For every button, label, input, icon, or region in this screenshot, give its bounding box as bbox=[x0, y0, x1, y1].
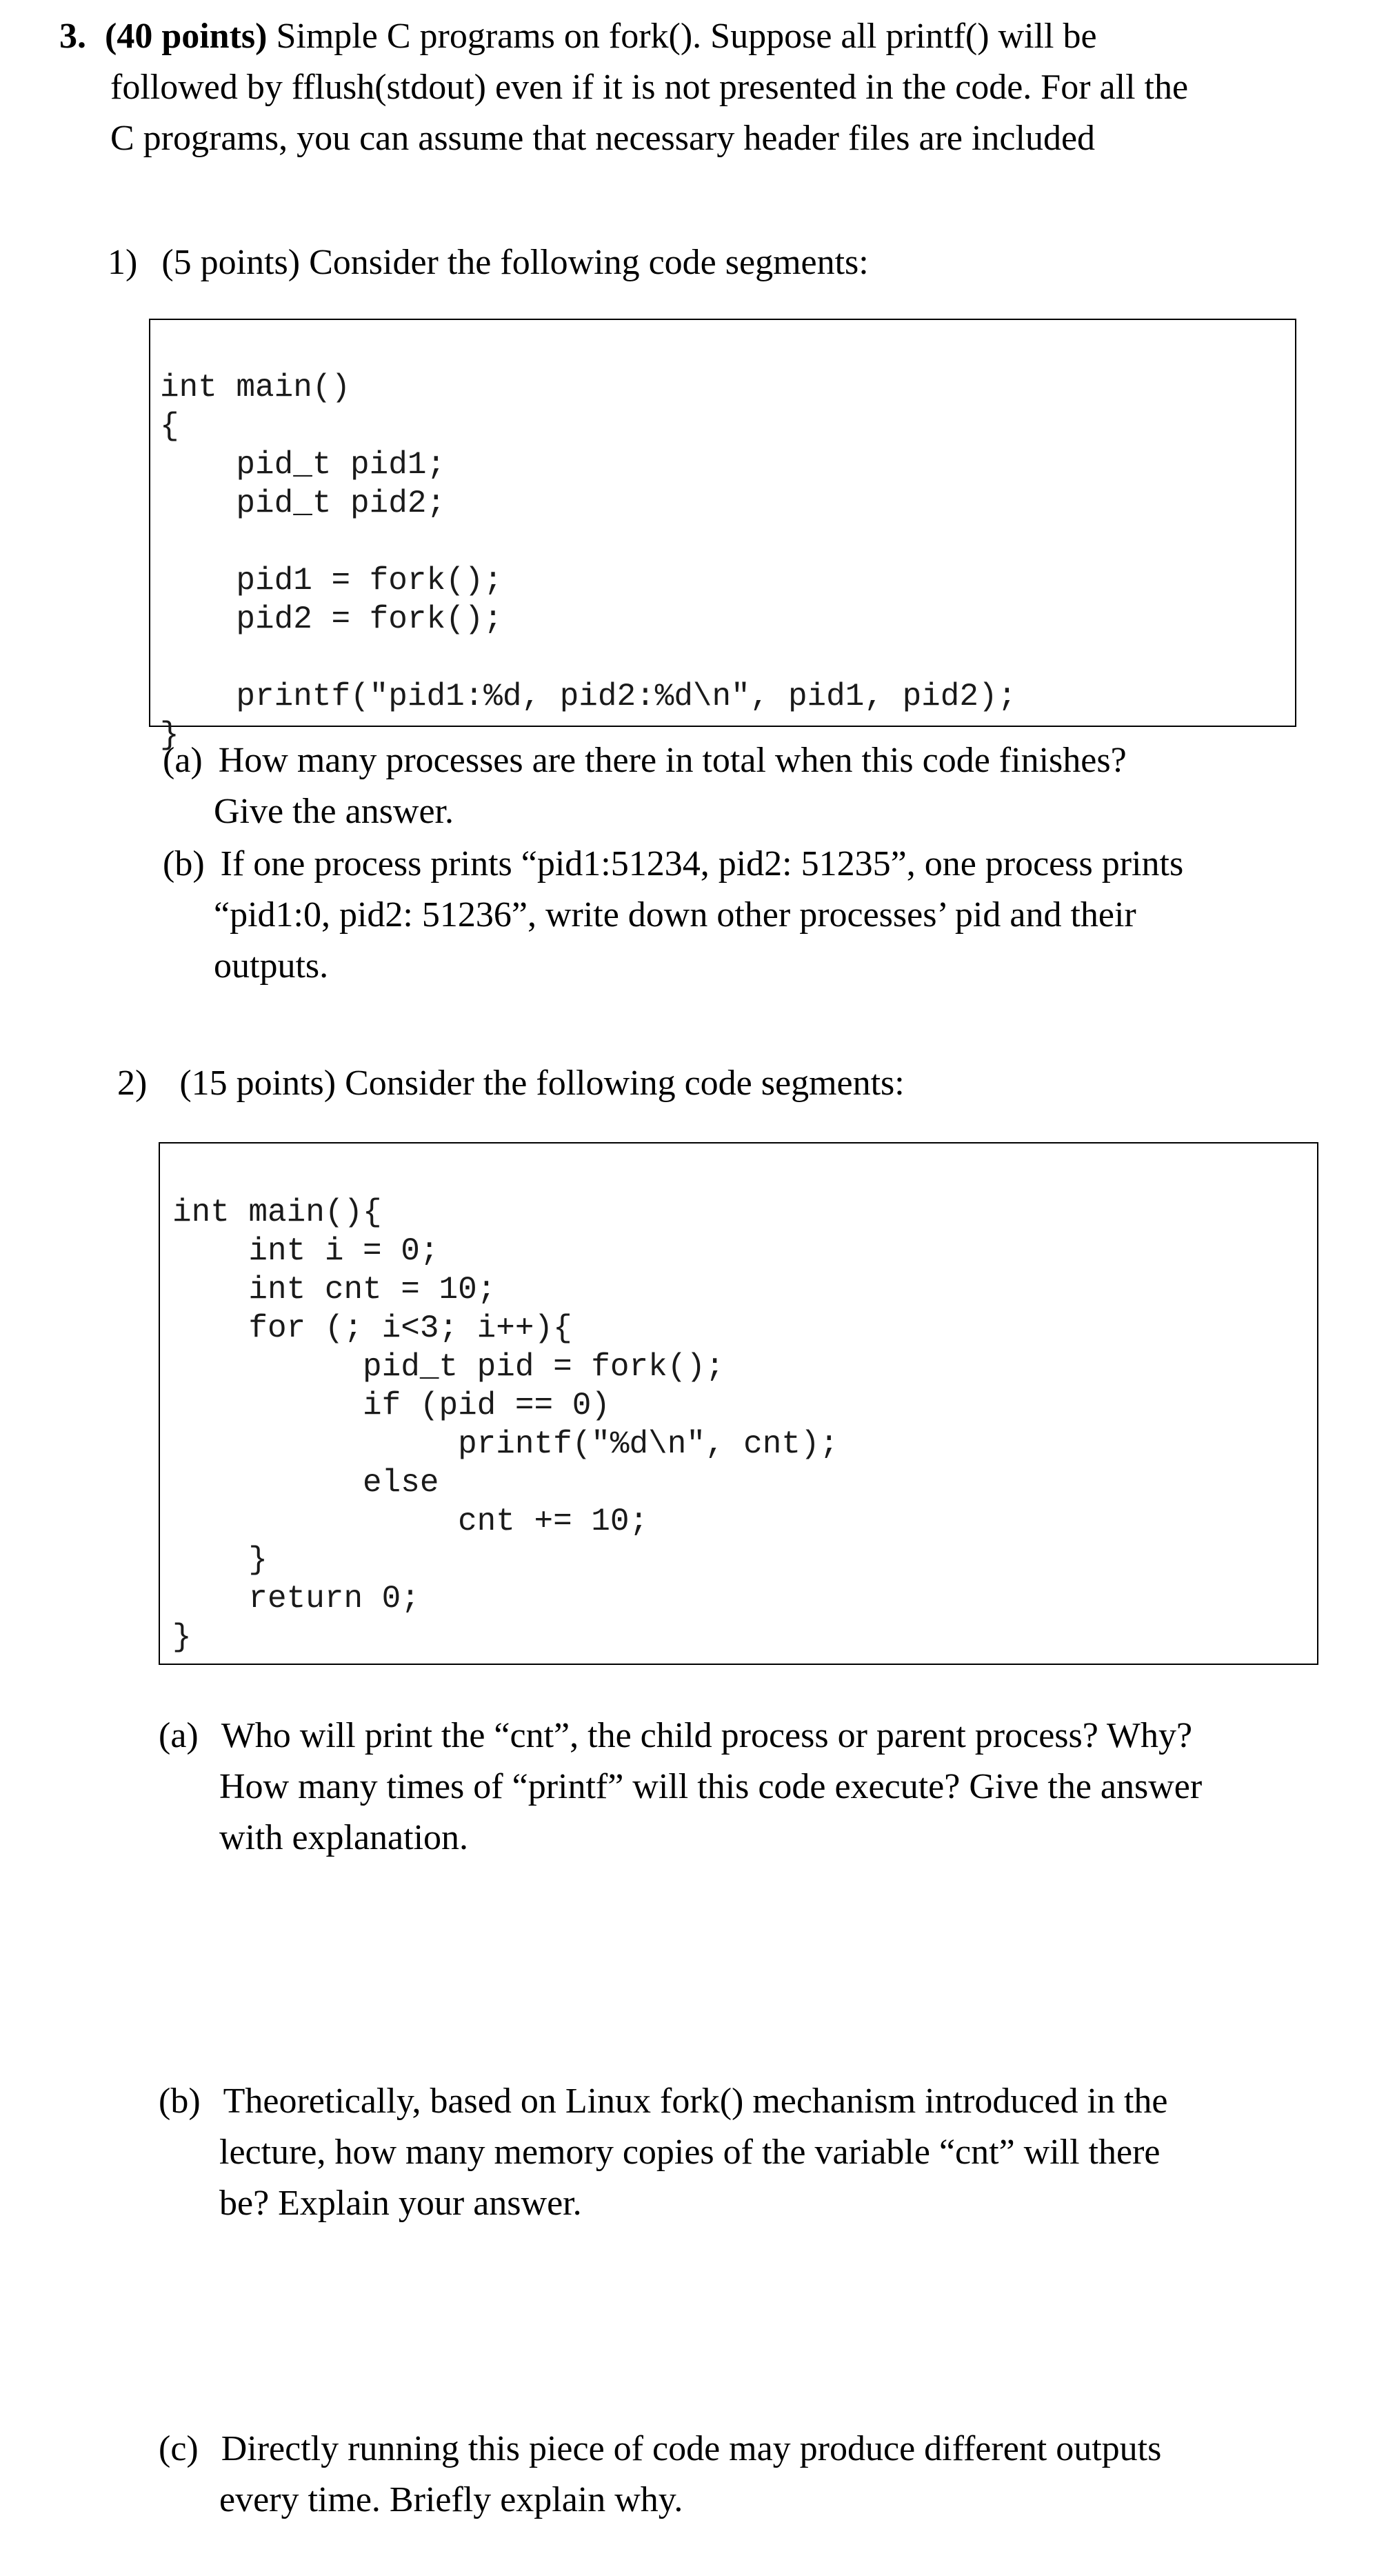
code-line: printf("%d\n", cnt); bbox=[172, 1426, 839, 1462]
code-line: return 0; bbox=[172, 1581, 420, 1617]
code-line: pid_t pid = fork(); bbox=[172, 1349, 725, 1385]
part1-question-b-label: (b) bbox=[163, 844, 205, 883]
code-line: pid1 = fork(); bbox=[160, 563, 503, 599]
code-line: } bbox=[160, 717, 179, 753]
question-intro bbox=[59, 11, 1356, 164]
part1-label: 1) bbox=[108, 243, 138, 282]
part1-heading: (5 points) Consider the following code segments: bbox=[161, 243, 869, 282]
code-line: } bbox=[172, 1619, 192, 1655]
code-line: cnt += 10; bbox=[172, 1504, 649, 1539]
question-intro-line-2: followed by fflush(stdout) even if it is not presented in the code. For all the bbox=[110, 68, 1189, 107]
part2-question-a-line-2: How many times of “printf” will this code execute? Give the answer bbox=[219, 1767, 1203, 1806]
part1-question-a-line-1: How many processes are there in total when this code finishes? bbox=[218, 741, 1127, 780]
part1-question-a bbox=[163, 735, 1127, 837]
part2-label: 2) bbox=[117, 1064, 148, 1103]
code-line: printf("pid1:%d, pid2:%d\n", pid1, pid2); bbox=[160, 679, 1017, 715]
part1-question-b-line-1: If one process prints “pid1:51234, pid2: 51235”, one process prints bbox=[220, 844, 1184, 883]
part2-question-b-line-3: be? Explain your answer. bbox=[219, 2184, 582, 2223]
part1-code bbox=[160, 330, 1016, 793]
code-line: int main() bbox=[160, 370, 351, 406]
part2-question-b-label: (b) bbox=[159, 2081, 201, 2121]
code-line bbox=[160, 639, 1016, 677]
code-line: pid_t pid1; bbox=[160, 447, 446, 483]
code-line: pid2 = fork(); bbox=[160, 601, 503, 637]
part1-question-b-line-3: outputs. bbox=[214, 946, 329, 986]
code-line: if (pid == 0) bbox=[172, 1388, 610, 1424]
part2-heading-row bbox=[117, 1058, 905, 1109]
code-line: int cnt = 10; bbox=[172, 1272, 496, 1308]
question-points: (40 points) bbox=[105, 17, 268, 56]
code-line: pid_t pid2; bbox=[160, 486, 446, 521]
part2-question-b-line-2: lecture, how many memory copies of the variable “cnt” will there bbox=[219, 2133, 1161, 2172]
code-line bbox=[160, 523, 1016, 561]
part1-question-a-label: (a) bbox=[163, 741, 203, 780]
code-line: int main(){ bbox=[172, 1195, 382, 1230]
part1-heading-row bbox=[108, 237, 869, 288]
code-line: else bbox=[172, 1465, 439, 1501]
part1-question-b-line-2: “pid1:0, pid2: 51236”, write down other processes’ pid and their bbox=[214, 895, 1136, 935]
part2-question-c-line-1: Directly running this piece of code may produce different outputs bbox=[221, 2429, 1162, 2468]
part2-question-c bbox=[159, 2424, 1161, 2526]
code-line: } bbox=[172, 1542, 268, 1578]
part1-question-b bbox=[163, 839, 1183, 992]
part2-question-b-line-1: Theoretically, based on Linux fork() mechanism introduced in the bbox=[223, 2081, 1168, 2121]
part2-question-c-line-2: every time. Briefly explain why. bbox=[219, 2480, 683, 2519]
part2-code bbox=[172, 1155, 838, 1695]
part2-question-c-label: (c) bbox=[159, 2429, 199, 2468]
part2-heading: (15 points) Consider the following code segments: bbox=[179, 1064, 905, 1103]
part2-question-a bbox=[159, 1710, 1202, 1864]
part2-question-a-line-3: with explanation. bbox=[219, 1818, 469, 1857]
code-line: int i = 0; bbox=[172, 1233, 439, 1269]
question-intro-line-3: C programs, you can assume that necessary header files are included bbox=[110, 119, 1096, 158]
question-intro-line-1: Simple C programs on fork(). Suppose all printf() will be bbox=[267, 17, 1097, 56]
part2-question-a-label: (a) bbox=[159, 1716, 199, 1755]
code-line: { bbox=[160, 408, 179, 444]
part2-question-b bbox=[159, 2076, 1168, 2229]
part1-question-a-line-2: Give the answer. bbox=[214, 792, 454, 831]
code-line: for (; i<3; i++){ bbox=[172, 1310, 572, 1346]
part2-question-a-line-1: Who will print the “cnt”, the child process or parent process? Why? bbox=[221, 1716, 1193, 1755]
question-number: 3. bbox=[59, 17, 86, 56]
